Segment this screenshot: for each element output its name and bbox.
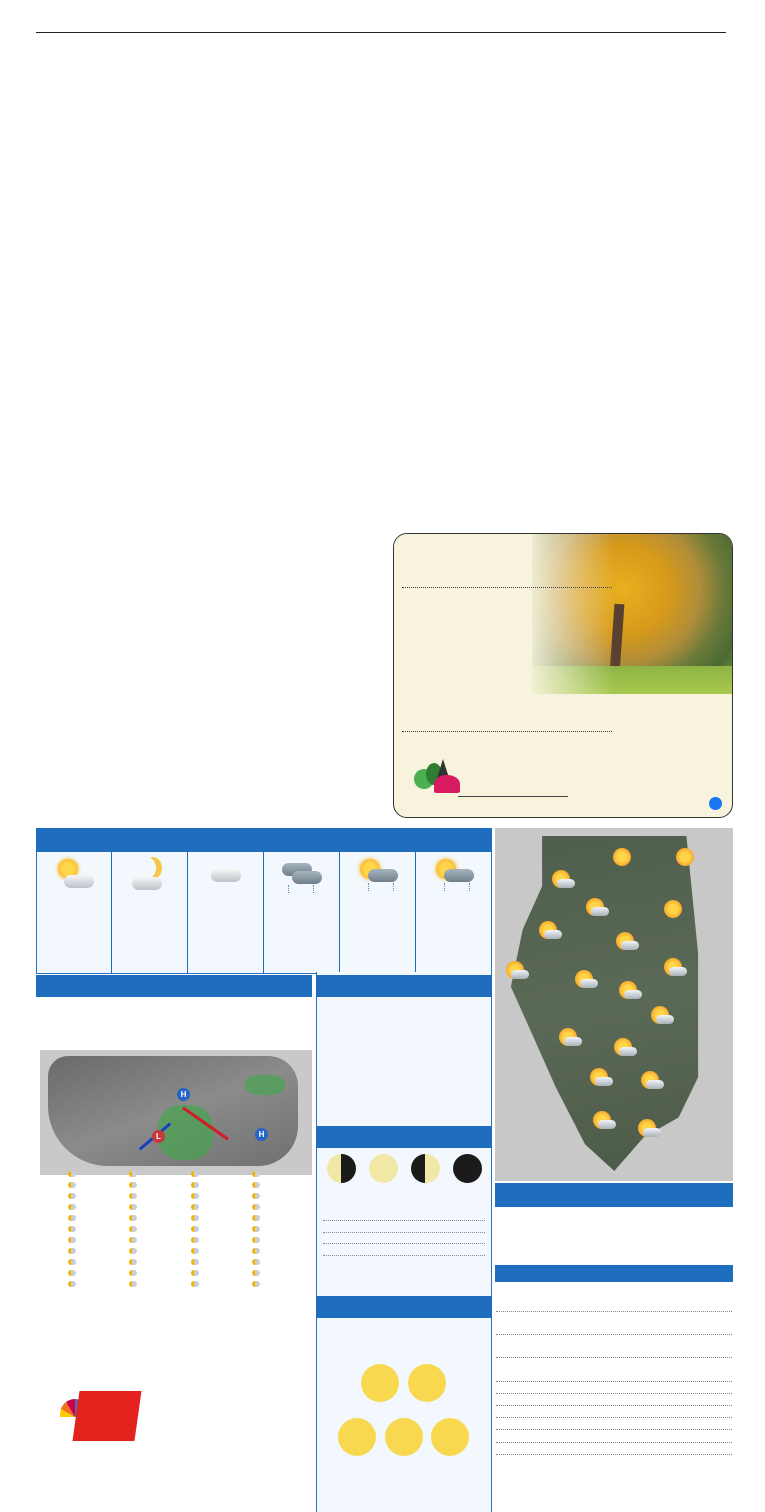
third-quarter-moon-icon (411, 1154, 440, 1183)
moonrise-row (322, 1237, 486, 1249)
day-condition (416, 897, 492, 931)
sunrise-row (322, 1214, 486, 1226)
forecast-day-saturday (188, 852, 264, 974)
ad-contact (569, 767, 729, 773)
history-column-2 (152, 684, 302, 824)
full-moon-icon (369, 1154, 398, 1183)
sunset-row (322, 1226, 486, 1238)
section-label (495, 1364, 733, 1375)
uv-title (316, 1296, 492, 1318)
cloudy-icon (641, 1071, 659, 1089)
moon-phase (446, 1154, 488, 1187)
cloudy-icon (575, 970, 593, 988)
partly-cloudy-icon (619, 981, 637, 999)
forecast-days (36, 852, 492, 974)
partly-cloudy-icon (539, 921, 557, 939)
table-row (40, 1191, 312, 1202)
moon-cloud-icon (128, 855, 172, 895)
uv-reading (408, 1364, 446, 1402)
precip-row (495, 1448, 733, 1460)
record-temps (495, 1351, 733, 1363)
table-row (320, 1093, 488, 1102)
forecast-day-sunday (264, 852, 340, 974)
almanac-subtitle (495, 1283, 733, 1294)
table-row (40, 1235, 312, 1246)
new-moon-icon (453, 1154, 482, 1183)
cloudy-icon (593, 1111, 611, 1129)
divider (402, 587, 612, 588)
forecast-day-tuesday (416, 852, 492, 974)
facebook-icon[interactable] (709, 797, 722, 810)
almanac-title (495, 1265, 733, 1282)
nation-title (36, 975, 312, 997)
cloud-icon (204, 855, 248, 895)
table-row (40, 1246, 312, 1257)
river-header (320, 1000, 488, 1009)
article-column-2 (154, 82, 266, 677)
day-condition (36, 897, 111, 931)
uv-reading (361, 1364, 399, 1402)
uv-reading (385, 1418, 423, 1456)
river-header (320, 1065, 488, 1074)
precip-row (495, 1375, 733, 1387)
sun-rain-icon (356, 855, 400, 895)
section-label (495, 1317, 733, 1328)
cloudy-icon (506, 961, 524, 979)
day-condition (340, 897, 415, 931)
partly-cloudy-icon (651, 1006, 669, 1024)
rain-cloud-icon (280, 855, 324, 895)
plantscape-logo (408, 759, 558, 814)
day-condition (112, 897, 187, 931)
table-row (40, 1279, 312, 1290)
table-row (320, 1102, 488, 1111)
folio (36, 15, 726, 33)
partly-cloudy-icon (586, 898, 604, 916)
sunny-icon (613, 848, 631, 866)
logo-channel (72, 1391, 141, 1441)
moon-phase (362, 1154, 404, 1187)
partly-cloudy-icon (616, 932, 634, 950)
partly-cloudy-icon (552, 870, 570, 888)
moon-phase (404, 1154, 446, 1187)
region-title (495, 1183, 733, 1207)
sunny-icon (676, 848, 694, 866)
moon-phases (320, 1154, 488, 1187)
cloudy-icon (559, 1028, 577, 1046)
precip-row (495, 1423, 733, 1435)
sunny-icon (664, 900, 682, 918)
section-label (495, 1294, 733, 1305)
us-surface-map (40, 1050, 312, 1175)
cloudy-icon (614, 1038, 632, 1056)
sun-moon-times (322, 1214, 486, 1260)
high-pressure-icon: H (255, 1128, 268, 1141)
table-row (320, 1046, 488, 1055)
precip-row (495, 1411, 733, 1423)
river-header (320, 1056, 488, 1065)
wpsd-weather-logo (58, 1363, 258, 1473)
partly-sunny-icon (52, 855, 96, 895)
table-row (40, 1202, 312, 1213)
forecast-day-today (36, 852, 112, 974)
forecast-day-tonight (112, 852, 188, 974)
table-row (40, 1169, 312, 1180)
table-row (40, 1268, 312, 1279)
precip-row (495, 1436, 733, 1448)
forecast-day-monday (340, 852, 416, 974)
forecast-title (36, 828, 492, 852)
illinois-weather-map (495, 828, 733, 1181)
yesterday-temps (495, 1305, 733, 1317)
table-row (40, 1224, 312, 1235)
precip-row (495, 1399, 733, 1411)
table-row (40, 1257, 312, 1268)
cloudy-icon (638, 1119, 656, 1137)
divider (402, 731, 612, 732)
first-quarter-moon-icon (327, 1154, 356, 1183)
section-label (495, 1340, 733, 1351)
article-column-3 (271, 82, 383, 677)
rivers-title (316, 975, 492, 997)
high-pressure-icon: H (177, 1088, 190, 1101)
table-row (320, 1019, 488, 1028)
article-column-1 (36, 82, 148, 677)
history-column-1 (36, 684, 140, 824)
river-header (320, 1112, 488, 1121)
moonset-row (322, 1249, 486, 1261)
sun-rain-icon (432, 855, 476, 895)
table-row (320, 1028, 488, 1037)
river-header (320, 1009, 488, 1018)
day-condition (188, 897, 263, 931)
national-cities-table (40, 1165, 312, 1290)
table-row (320, 1084, 488, 1093)
plantscape-ad[interactable] (393, 533, 733, 818)
sun-moon-title (316, 1126, 492, 1148)
table-row (320, 1074, 488, 1083)
table-row (320, 1037, 488, 1046)
table-row (40, 1180, 312, 1191)
moon-phase (320, 1154, 362, 1187)
low-pressure-icon: L (152, 1130, 165, 1143)
average-temps (495, 1328, 733, 1340)
uv-reading (431, 1418, 469, 1456)
day-condition (264, 897, 339, 931)
partly-cloudy-icon (664, 958, 682, 976)
table-row (40, 1213, 312, 1224)
uv-reading (338, 1418, 376, 1456)
map-legend (46, 1130, 56, 1132)
cloudy-icon (590, 1068, 608, 1086)
precip-row (495, 1387, 733, 1399)
almanac (495, 1283, 733, 1460)
